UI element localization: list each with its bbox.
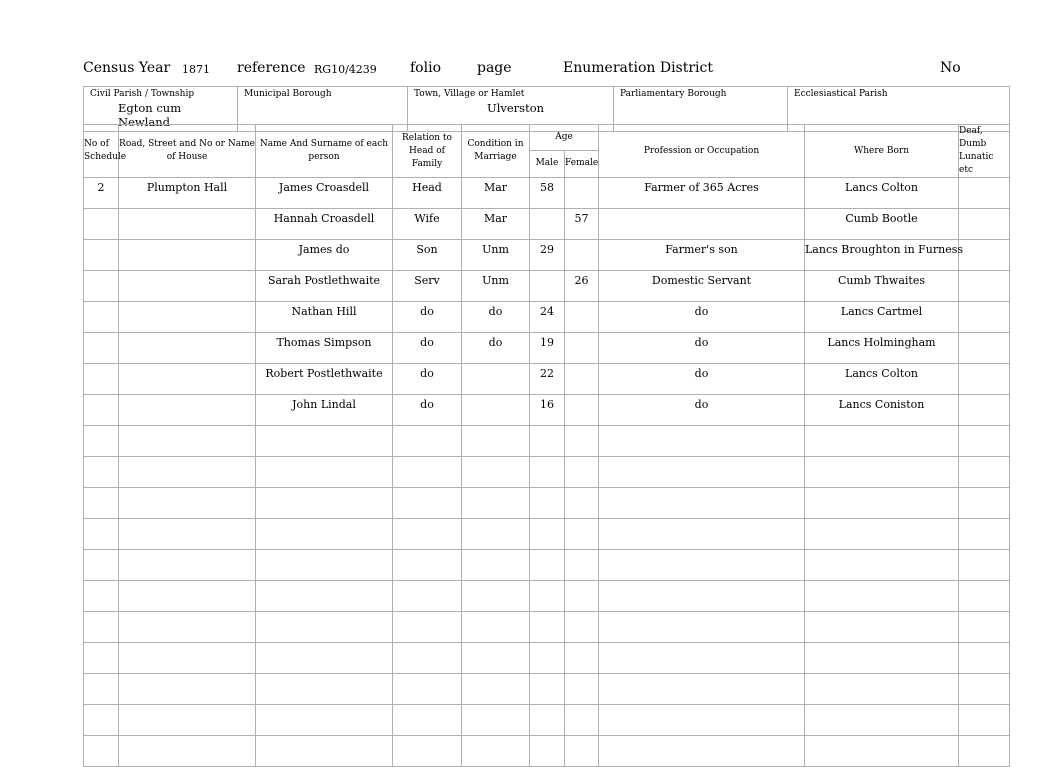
cell-deaf bbox=[959, 705, 1010, 736]
cell-condition bbox=[462, 581, 530, 612]
col-relation: Relation to Head of Family bbox=[393, 125, 462, 178]
cell-profession bbox=[599, 736, 805, 767]
table-row bbox=[84, 271, 1010, 302]
no-label: No bbox=[940, 60, 961, 76]
col-schedule: No of Schedule bbox=[84, 125, 119, 178]
table-row bbox=[84, 302, 1010, 333]
cell-relation: Serv bbox=[393, 271, 462, 302]
cell-relation bbox=[393, 519, 462, 550]
cell-condition bbox=[462, 550, 530, 581]
table-row bbox=[84, 550, 1010, 581]
cell-schedule bbox=[84, 457, 119, 488]
cell-born bbox=[805, 643, 959, 674]
table-row bbox=[84, 240, 1010, 271]
cell-profession bbox=[599, 705, 805, 736]
cell-deaf bbox=[959, 426, 1010, 457]
cell-born: Cumb Thwaites bbox=[805, 271, 959, 302]
cell-condition: do bbox=[462, 333, 530, 364]
cell-male: 16 bbox=[530, 395, 565, 426]
cell-relation: do bbox=[393, 333, 462, 364]
cell-female bbox=[565, 364, 599, 395]
census-year: 1871 bbox=[182, 63, 210, 76]
col-address: Road, Street and No or Name of House bbox=[119, 125, 256, 178]
cell-name: Thomas Simpson bbox=[256, 333, 393, 364]
cell-profession bbox=[599, 550, 805, 581]
cell-schedule bbox=[84, 550, 119, 581]
cell-female bbox=[565, 178, 599, 209]
cell-address bbox=[119, 736, 256, 767]
civil-parish-value: Egton cum Newland bbox=[118, 101, 182, 129]
table-row bbox=[84, 736, 1010, 767]
cell-deaf bbox=[959, 612, 1010, 643]
cell-born bbox=[805, 736, 959, 767]
cell-address bbox=[119, 302, 256, 333]
cell-profession: do bbox=[599, 333, 805, 364]
cell-profession: do bbox=[599, 364, 805, 395]
cell-condition bbox=[462, 519, 530, 550]
cell-address bbox=[119, 674, 256, 705]
cell-female bbox=[565, 457, 599, 488]
cell-condition bbox=[462, 674, 530, 705]
cell-relation: Wife bbox=[393, 209, 462, 240]
cell-schedule bbox=[84, 519, 119, 550]
cell-relation bbox=[393, 736, 462, 767]
cell-female bbox=[565, 705, 599, 736]
cell-born: Cumb Bootle bbox=[805, 209, 959, 240]
cell-deaf bbox=[959, 550, 1010, 581]
table-row bbox=[84, 674, 1010, 705]
cell-male: 29 bbox=[530, 240, 565, 271]
cell-male bbox=[530, 736, 565, 767]
cell-male bbox=[530, 271, 565, 302]
cell-female bbox=[565, 240, 599, 271]
cell-condition bbox=[462, 643, 530, 674]
cell-relation bbox=[393, 674, 462, 705]
cell-male: 58 bbox=[530, 178, 565, 209]
cell-deaf bbox=[959, 581, 1010, 612]
cell-female bbox=[565, 488, 599, 519]
cell-born bbox=[805, 457, 959, 488]
cell-born: Lancs Holmingham bbox=[805, 333, 959, 364]
cell-name bbox=[256, 488, 393, 519]
cell-deaf bbox=[959, 395, 1010, 426]
cell-schedule bbox=[84, 705, 119, 736]
cell-name bbox=[256, 705, 393, 736]
cell-schedule bbox=[84, 302, 119, 333]
cell-male bbox=[530, 643, 565, 674]
cell-female bbox=[565, 550, 599, 581]
cell-name bbox=[256, 426, 393, 457]
cell-female bbox=[565, 395, 599, 426]
cell-address bbox=[119, 488, 256, 519]
cell-profession bbox=[599, 488, 805, 519]
cell-female bbox=[565, 581, 599, 612]
cell-name bbox=[256, 612, 393, 643]
cell-address: Plumpton Hall bbox=[119, 178, 256, 209]
cell-address bbox=[119, 457, 256, 488]
cell-condition bbox=[462, 736, 530, 767]
cell-profession bbox=[599, 674, 805, 705]
cell-address bbox=[119, 426, 256, 457]
cell-address bbox=[119, 581, 256, 612]
cell-profession: Domestic Servant bbox=[599, 271, 805, 302]
cell-male bbox=[530, 550, 565, 581]
table-row bbox=[84, 426, 1010, 457]
cell-condition: do bbox=[462, 302, 530, 333]
cell-profession bbox=[599, 581, 805, 612]
folio-label: folio bbox=[410, 60, 441, 76]
cell-male bbox=[530, 488, 565, 519]
cell-name: Robert Postlethwaite bbox=[256, 364, 393, 395]
cell-profession bbox=[599, 643, 805, 674]
cell-profession bbox=[599, 209, 805, 240]
col-age-male: Male bbox=[530, 150, 565, 177]
cell-female bbox=[565, 643, 599, 674]
cell-schedule bbox=[84, 643, 119, 674]
cell-female bbox=[565, 674, 599, 705]
cell-address bbox=[119, 209, 256, 240]
table-row bbox=[84, 705, 1010, 736]
cell-deaf bbox=[959, 643, 1010, 674]
cell-profession: do bbox=[599, 395, 805, 426]
cell-female: 57 bbox=[565, 209, 599, 240]
cell-deaf bbox=[959, 674, 1010, 705]
cell-profession: Farmer's son bbox=[599, 240, 805, 271]
cell-profession: Farmer of 365 Acres bbox=[599, 178, 805, 209]
cell-schedule bbox=[84, 426, 119, 457]
cell-condition bbox=[462, 426, 530, 457]
col-deaf-dumb: Deaf, Dumb Lunatic etc bbox=[959, 125, 1010, 178]
table-row bbox=[84, 333, 1010, 364]
cell-schedule bbox=[84, 333, 119, 364]
cell-name bbox=[256, 519, 393, 550]
cell-male bbox=[530, 209, 565, 240]
cell-address bbox=[119, 240, 256, 271]
col-condition: Condition in Marriage bbox=[462, 125, 530, 178]
cell-name bbox=[256, 457, 393, 488]
cell-condition bbox=[462, 705, 530, 736]
table-row bbox=[84, 395, 1010, 426]
cell-relation: do bbox=[393, 302, 462, 333]
cell-relation: Head bbox=[393, 178, 462, 209]
cell-schedule bbox=[84, 364, 119, 395]
town-label: Town, Village or Hamlet bbox=[414, 89, 525, 99]
cell-relation: do bbox=[393, 364, 462, 395]
cell-male bbox=[530, 519, 565, 550]
cell-male: 19 bbox=[530, 333, 565, 364]
table-row bbox=[84, 519, 1010, 550]
cell-condition: Unm bbox=[462, 240, 530, 271]
cell-condition bbox=[462, 457, 530, 488]
table-row bbox=[84, 581, 1010, 612]
cell-deaf bbox=[959, 178, 1010, 209]
cell-male bbox=[530, 581, 565, 612]
table-row bbox=[84, 178, 1010, 209]
cell-deaf bbox=[959, 333, 1010, 364]
cell-male bbox=[530, 426, 565, 457]
cell-born bbox=[805, 612, 959, 643]
cell-male bbox=[530, 705, 565, 736]
cell-name: John Lindal bbox=[256, 395, 393, 426]
census-year-label: Census Year bbox=[83, 60, 171, 76]
cell-condition: Mar bbox=[462, 209, 530, 240]
table-row bbox=[84, 643, 1010, 674]
cell-born: Lancs Coniston bbox=[805, 395, 959, 426]
cell-female bbox=[565, 302, 599, 333]
cell-name: Hannah Croasdell bbox=[256, 209, 393, 240]
cell-name: Sarah Postlethwaite bbox=[256, 271, 393, 302]
cell-condition bbox=[462, 395, 530, 426]
reference-value: RG10/4239 bbox=[314, 63, 377, 76]
cell-relation bbox=[393, 488, 462, 519]
table-row bbox=[84, 364, 1010, 395]
cell-born bbox=[805, 426, 959, 457]
cell-profession: do bbox=[599, 302, 805, 333]
cell-born bbox=[805, 581, 959, 612]
cell-schedule bbox=[84, 271, 119, 302]
cell-address bbox=[119, 364, 256, 395]
table-row bbox=[84, 488, 1010, 519]
cell-address bbox=[119, 643, 256, 674]
cell-condition: Mar bbox=[462, 178, 530, 209]
ecclesiastical-parish-label: Ecclesiastical Parish bbox=[794, 89, 888, 99]
cell-born: Lancs Cartmel bbox=[805, 302, 959, 333]
cell-address bbox=[119, 519, 256, 550]
municipal-borough-label: Municipal Borough bbox=[244, 89, 332, 99]
cell-male: 22 bbox=[530, 364, 565, 395]
cell-condition bbox=[462, 488, 530, 519]
cell-female: 26 bbox=[565, 271, 599, 302]
cell-condition bbox=[462, 364, 530, 395]
town-value: Ulverston bbox=[487, 101, 545, 115]
cell-address bbox=[119, 395, 256, 426]
cell-relation bbox=[393, 705, 462, 736]
cell-profession bbox=[599, 612, 805, 643]
cell-born bbox=[805, 519, 959, 550]
cell-name bbox=[256, 674, 393, 705]
cell-address bbox=[119, 705, 256, 736]
cell-address bbox=[119, 333, 256, 364]
cell-deaf bbox=[959, 488, 1010, 519]
cell-deaf bbox=[959, 457, 1010, 488]
cell-name: Nathan Hill bbox=[256, 302, 393, 333]
cell-deaf bbox=[959, 736, 1010, 767]
cell-schedule bbox=[84, 488, 119, 519]
cell-deaf bbox=[959, 240, 1010, 271]
cell-relation bbox=[393, 457, 462, 488]
cell-schedule bbox=[84, 209, 119, 240]
cell-born: Lancs Colton bbox=[805, 178, 959, 209]
census-table bbox=[83, 124, 1010, 767]
cell-schedule: 2 bbox=[84, 178, 119, 209]
cell-schedule bbox=[84, 581, 119, 612]
cell-schedule bbox=[84, 612, 119, 643]
cell-born bbox=[805, 488, 959, 519]
cell-born: Lancs Colton bbox=[805, 364, 959, 395]
civil-parish-label: Civil Parish / Township bbox=[90, 89, 195, 99]
cell-relation: do bbox=[393, 395, 462, 426]
cell-schedule bbox=[84, 240, 119, 271]
table-row bbox=[84, 612, 1010, 643]
table-row bbox=[84, 209, 1010, 240]
cell-male bbox=[530, 457, 565, 488]
cell-schedule bbox=[84, 736, 119, 767]
cell-relation bbox=[393, 581, 462, 612]
cell-address bbox=[119, 550, 256, 581]
cell-relation bbox=[393, 426, 462, 457]
page-label: page bbox=[477, 60, 512, 76]
cell-relation: Son bbox=[393, 240, 462, 271]
cell-address bbox=[119, 271, 256, 302]
cell-female bbox=[565, 519, 599, 550]
cell-profession bbox=[599, 519, 805, 550]
cell-address bbox=[119, 612, 256, 643]
col-name: Name And Surname of each person bbox=[256, 125, 393, 178]
col-profession: Profession or Occupation bbox=[599, 125, 805, 178]
parliamentary-borough-label: Parliamentary Borough bbox=[620, 89, 727, 99]
cell-female bbox=[565, 612, 599, 643]
cell-relation bbox=[393, 612, 462, 643]
cell-born bbox=[805, 674, 959, 705]
cell-name: James do bbox=[256, 240, 393, 271]
cell-born: Lancs Broughton in Furness bbox=[805, 240, 959, 271]
table-row bbox=[84, 457, 1010, 488]
col-age-female: Female bbox=[565, 150, 599, 177]
cell-deaf bbox=[959, 209, 1010, 240]
cell-name bbox=[256, 550, 393, 581]
cell-schedule bbox=[84, 395, 119, 426]
cell-schedule bbox=[84, 674, 119, 705]
cell-male bbox=[530, 674, 565, 705]
col-age: Age bbox=[530, 125, 599, 151]
cell-profession bbox=[599, 457, 805, 488]
cell-male bbox=[530, 612, 565, 643]
reference-label: reference bbox=[237, 60, 306, 76]
cell-deaf bbox=[959, 364, 1010, 395]
cell-female bbox=[565, 426, 599, 457]
cell-born bbox=[805, 705, 959, 736]
cell-condition: Unm bbox=[462, 271, 530, 302]
cell-deaf bbox=[959, 271, 1010, 302]
cell-female bbox=[565, 333, 599, 364]
cell-name bbox=[256, 643, 393, 674]
cell-relation bbox=[393, 643, 462, 674]
cell-born bbox=[805, 550, 959, 581]
cell-deaf bbox=[959, 519, 1010, 550]
cell-name bbox=[256, 581, 393, 612]
cell-female bbox=[565, 736, 599, 767]
cell-name: James Croasdell bbox=[256, 178, 393, 209]
cell-deaf bbox=[959, 302, 1010, 333]
cell-condition bbox=[462, 612, 530, 643]
col-where-born: Where Born bbox=[805, 125, 959, 178]
cell-male: 24 bbox=[530, 302, 565, 333]
cell-profession bbox=[599, 426, 805, 457]
cell-name bbox=[256, 736, 393, 767]
enumeration-district-label: Enumeration District bbox=[563, 60, 714, 76]
cell-relation bbox=[393, 550, 462, 581]
